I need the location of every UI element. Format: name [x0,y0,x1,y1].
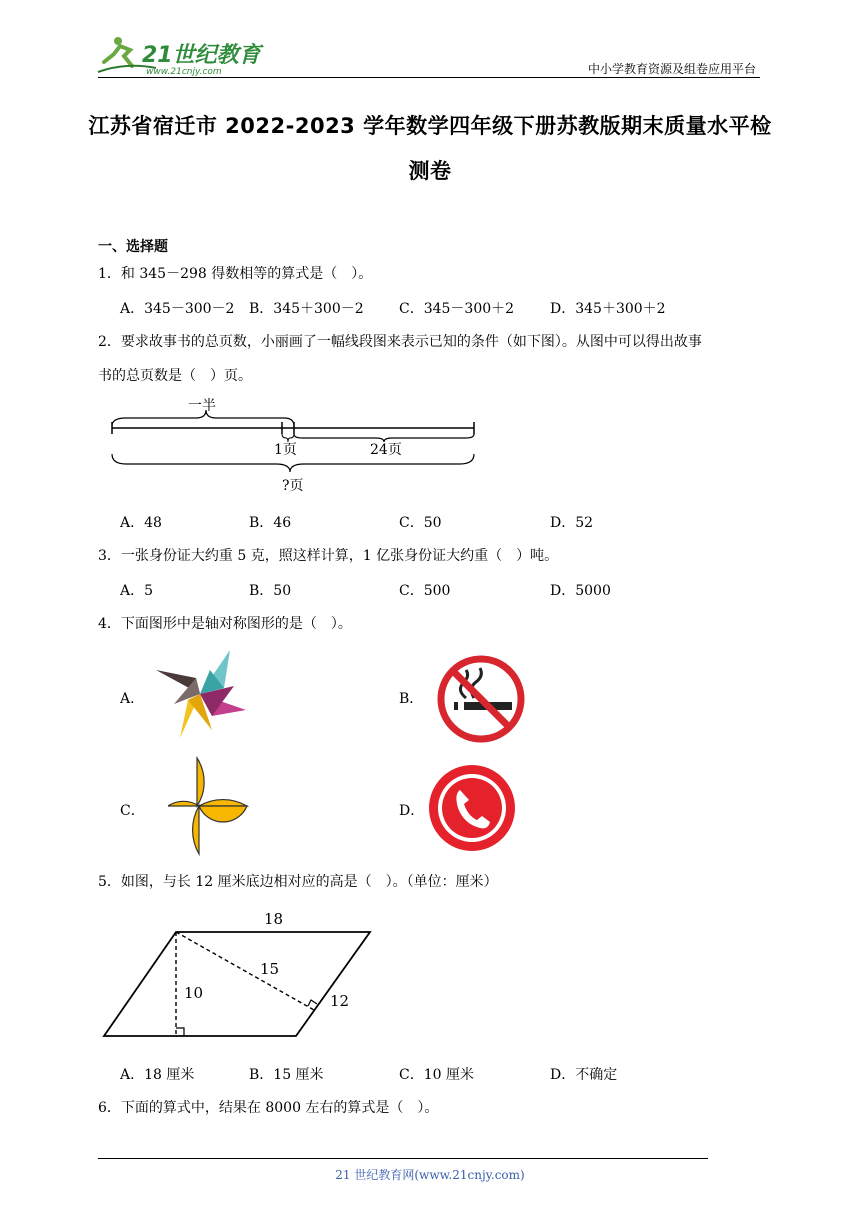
q3-option-c: C．500 [399,583,451,599]
q5-option-c: C．10 厘米 [399,1067,474,1083]
parallelogram-diagram [98,906,388,1040]
q4-option-a: A． [120,691,145,707]
q3-option-b: B．50 [249,583,292,599]
logo-text: 21世纪教育 [142,43,261,68]
q5-option-a: A．18 厘米 [120,1067,195,1083]
diagram-one-page: 1页 [274,442,297,458]
q5-option-d: D．不确定 [550,1067,618,1083]
q4-option-d: D． [399,803,425,819]
diagram-24-pages: 24页 [370,442,402,458]
question-2-line2: 书的总页数是（ ）页。 [98,368,252,384]
q4-option-b: B． [399,691,424,707]
question-6: 6．下面的算式中，结果在 8000 左右的算式是（ ）。 [98,1100,439,1116]
q3-option-a: A．5 [120,583,154,599]
site-logo [96,32,266,78]
side-length-label: 12 [330,992,350,1010]
segment-diagram [106,392,486,498]
no-smoking-icon [436,654,526,744]
question-5: 5．如图，与长 12 厘米底边相对应的高是（ ）。（单位：厘米） [98,874,498,890]
diagonal-height-label: 15 [260,960,280,978]
logo-url: www.21cnjy.com [146,67,222,77]
section-heading: 一、选择题 [98,239,168,255]
page-title-line1: 江苏省宿迁市 2022-2023 学年数学四年级下册苏教版期末质量水平检 [88,114,772,138]
pinwheel-icon [152,648,248,740]
q1-option-d: D．345＋300＋2 [550,301,666,317]
page-title-line2: 测卷 [408,159,452,183]
footer-text: 21 世纪教育网(www.21cnjy.com) [335,1168,525,1182]
question-2-line1: 2．要求故事书的总页数，小丽画了一幅线段图来表示已知的条件（如下图）。从图中可以得出故事 [98,334,702,350]
q1-option-b: B．345＋300－2 [249,301,364,317]
diagram-total-pages: ?页 [282,478,304,494]
footer-divider [98,1158,708,1159]
q4-option-c: C． [120,803,145,819]
vertical-height-label: 10 [184,984,204,1002]
platform-label: 中小学教育资源及组卷应用平台 [587,62,756,76]
diagram-half-label: 一半 [188,398,216,414]
header-divider [98,77,760,78]
q2-option-d: D．52 [550,515,594,531]
question-1: 1．和 345－298 得数相等的算式是（ ）。 [98,266,373,282]
question-4: 4．下面图形中是轴对称图形的是（ ）。 [98,616,352,632]
phone-sign-icon [428,764,516,852]
q5-option-b: B．15 厘米 [249,1067,324,1083]
q2-option-a: A．48 [120,515,162,531]
top-length-label: 18 [264,910,284,928]
q3-option-d: D．5000 [550,583,611,599]
q1-option-c: C．345－300＋2 [399,301,515,317]
question-3: 3．一张身份证大约重 5 克，照这样计算，1 亿张身份证大约重（ ）吨。 [98,548,559,564]
q2-option-b: B．46 [249,515,292,531]
quarter-circle-windmill-icon [168,756,250,856]
q1-option-a: A．345－300－2 [120,301,235,317]
q2-option-c: C．50 [399,515,442,531]
